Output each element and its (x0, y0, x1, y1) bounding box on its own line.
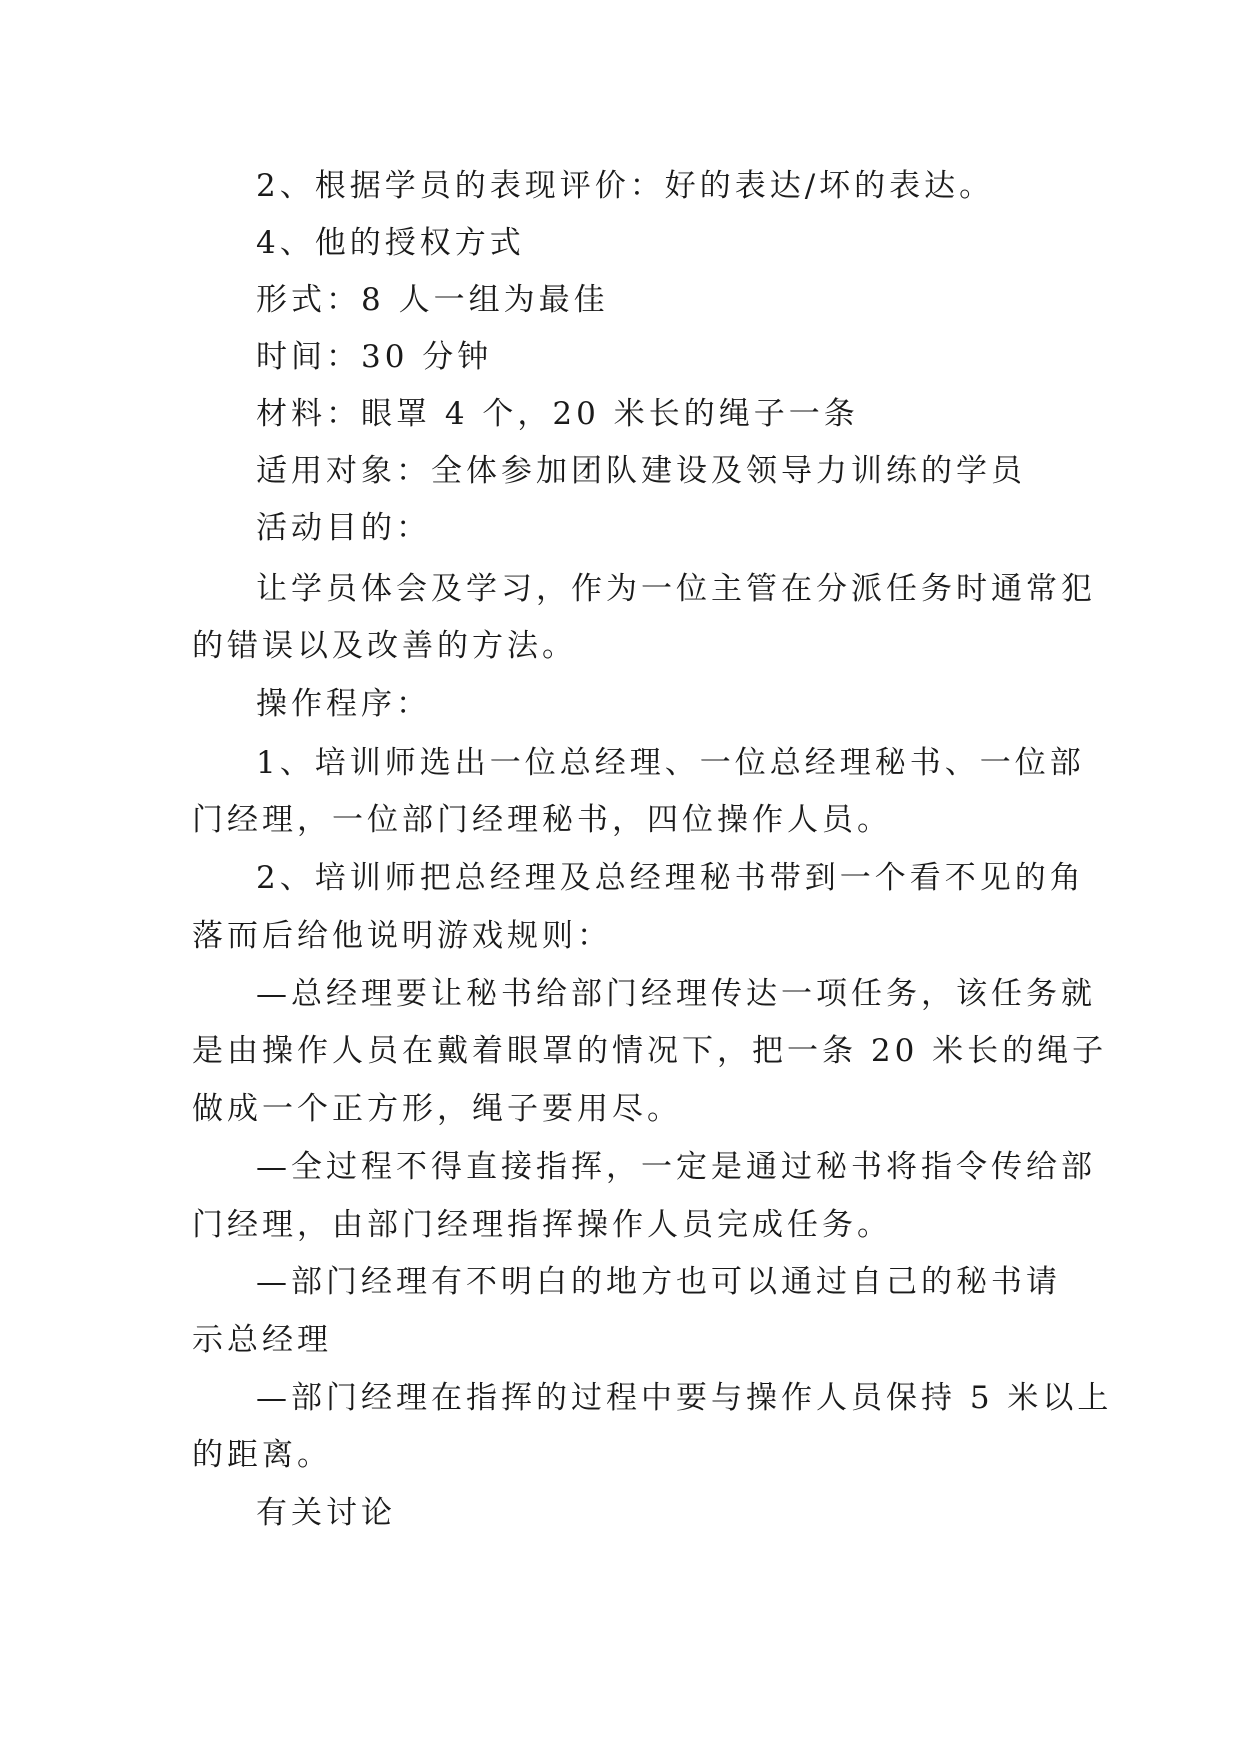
paragraph-line: 的错误以及改善的方法。 (192, 628, 577, 664)
paragraph-line: —部门经理在指挥的过程中要与操作人员保持 5 米以上 (256, 1380, 1113, 1416)
paragraph-line: 让学员体会及学习，作为一位主管在分派任务时通常犯 (256, 571, 1096, 607)
paragraph-line: 材料：眼罩 4 个，20 米长的绳子一条 (256, 396, 859, 432)
paragraph-line: 是由操作人员在戴着眼罩的情况下，把一条 20 米长的绳子 (192, 1033, 1108, 1069)
paragraph-line: 活动目的： (256, 510, 431, 546)
paragraph-line: 门经理，由部门经理指挥操作人员完成任务。 (192, 1207, 892, 1243)
paragraph-line: —总经理要让秘书给部门经理传达一项任务，该任务就 (256, 976, 1096, 1012)
paragraph-line: 适用对象：全体参加团队建设及领导力训练的学员 (256, 453, 1026, 489)
paragraph-line: 1、培训师选出一位总经理、一位总经理秘书、一位部 (256, 745, 1085, 781)
paragraph-line: —部门经理有不明白的地方也可以通过自己的秘书请 (256, 1264, 1061, 1300)
paragraph-line: 做成一个正方形，绳子要用尽。 (192, 1091, 682, 1127)
paragraph-line: 时间：30 分钟 (256, 339, 493, 375)
paragraph-line: 形式：8 人一组为最佳 (256, 282, 609, 318)
paragraph-line: 的距离。 (192, 1437, 332, 1473)
paragraph-line: 有关讨论 (256, 1495, 396, 1531)
paragraph-line: 示总经理 (192, 1322, 332, 1358)
paragraph-line: 落而后给他说明游戏规则： (192, 918, 612, 954)
paragraph-line: 2、培训师把总经理及总经理秘书带到一个看不见的角 (256, 860, 1085, 896)
paragraph-line: —全过程不得直接指挥，一定是通过秘书将指令传给部 (256, 1149, 1096, 1185)
paragraph-line: 4、他的授权方式 (256, 225, 525, 261)
paragraph-line: 2、根据学员的表现评价：好的表达/坏的表达。 (256, 168, 995, 204)
paragraph-line: 门经理，一位部门经理秘书，四位操作人员。 (192, 802, 892, 838)
paragraph-line: 操作程序： (256, 686, 431, 722)
